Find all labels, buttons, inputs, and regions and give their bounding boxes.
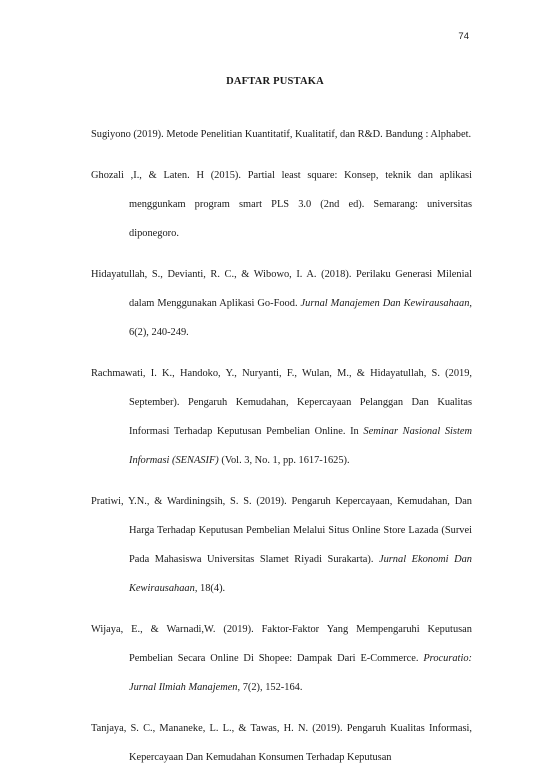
reference-source: Procuratio: Jurnal Ilmiah Manajemen [129,653,472,694]
reference-entry [91,487,472,604]
page-number: 74 [458,31,469,42]
reference-text: Rachmawati, I. K., Handoko, Y., Nuryanti, F., Wulan, M., & Hidayatullah, S. (2019, September). Pengaruh Kemudahan, Kepercayaan Pelanggan Dan Kualitas Informasi Terhadap Keputusan Pembelian Online. In [91,367,472,437]
reference-entry [91,615,472,703]
reference-source: Jurnal Manajemen Dan Kewirausahaan [300,297,470,309]
reference-details: , 6(2), 240-249. [129,297,473,338]
reference-entry [91,161,472,249]
reference-text: Hidayatullah, S., Devianti, R. C., & Wibowo, I. A. (2018). Perilaku Generasi Milenial dalam Menggunakan Aplikasi Go-Food. [91,268,472,309]
reference-text: Pratiwi, Y.N., & Wardiningsih, S. S. (2019). Pengaruh Kepercayaan, Kemudahan, Dan Harga Terhadap Keputusan Pembelian Melalui Situs Online Store Lazada (Survei Pada Mahasiswa Universitas Slamet Riyadi Surakarta). [91,495,472,566]
reference-text: Tanjaya, S. C., Mananeke, L. L., & Tawas, H. N. (2019). Pengaruh Kualitas Informasi, Kepercayaan Dan Kemudahan Konsumen Terhadap Keputusan [91,723,472,764]
page-title: DAFTAR PUSTAKA [226,76,324,87]
reference-text: Sugiyono (2019). Metode Penelitian Kuantitatif, Kualitatif, dan R&D. Bandung : Alphabet. [91,129,472,140]
reference-text: Ghozali ,I., & Laten. H (2015). Partial least square: Konsep, teknik dan aplikasi menggunkam program smart PLS 3.0 (2nd ed). Semarang: universitas diponegoro. [91,169,472,239]
reference-list [91,120,472,772]
reference-entry [91,714,472,772]
reference-details: , 7(2), 152-164. [237,682,303,694]
reference-details: , 18(4). [194,583,226,595]
reference-source: Seminar Nasional Sistem Informasi (SENASIF) [129,426,472,467]
reference-entry [91,359,472,476]
reference-entry [91,260,472,348]
reference-source: Jurnal Ekonomi Dan Kewirausahaan [129,554,472,595]
reference-text: Wijaya, E., & Warnadi,W. (2019). Faktor-Faktor Yang Mempengaruhi Keputusan Pembelian Secara Online Di Shopee: Dampak Dari E-Commerce. [91,624,472,665]
reference-details: (Vol. 3, No. 1, pp. 1617-1625). [218,455,350,467]
reference-entry [91,120,472,149]
